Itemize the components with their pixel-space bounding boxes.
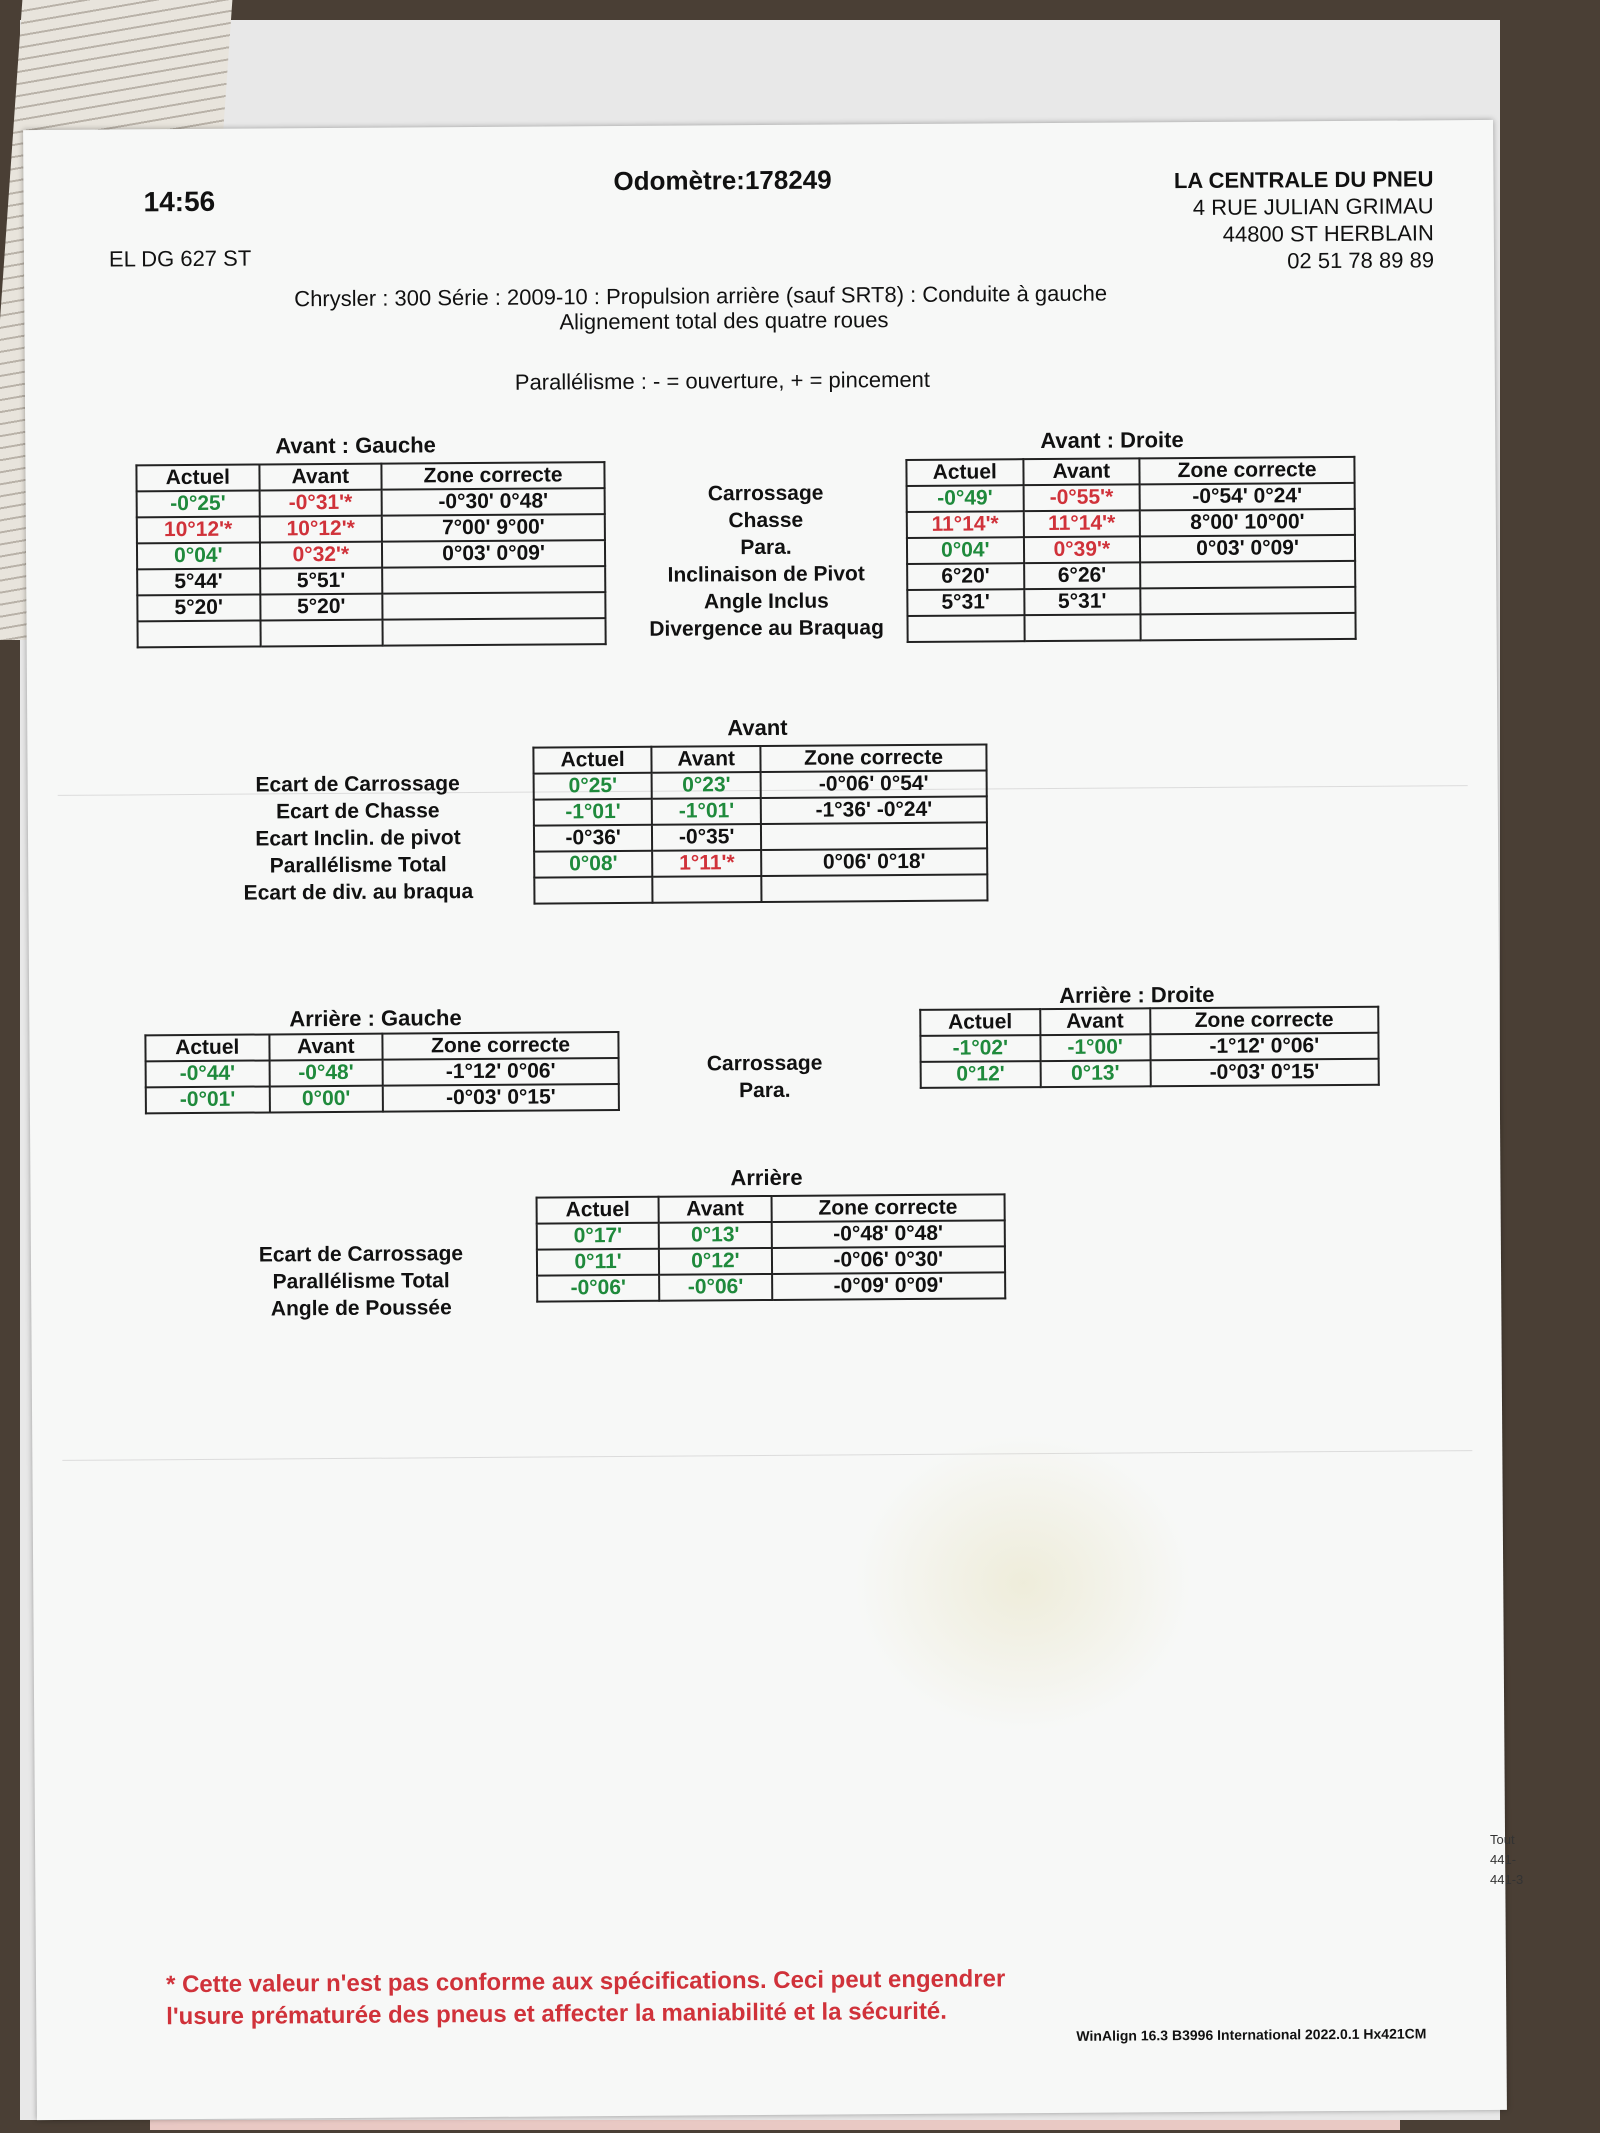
measure-label: Ecart de Carrossage [258, 1242, 464, 1267]
table-row [907, 561, 1355, 590]
shop-phone: 02 51 78 89 89 [1287, 247, 1435, 274]
column-header: Zone correcte [383, 1032, 619, 1060]
rear-cross-title: Arrière [730, 1164, 803, 1191]
zone-cell: -0°06' 0°30' [772, 1246, 1006, 1274]
column-header: Zone correcte [771, 1194, 1005, 1222]
measure-label: Parallélisme Total [269, 853, 447, 878]
table-row [534, 874, 987, 903]
avant-cell: -0°35' [652, 824, 761, 851]
avant-cell: 11°14'* [1023, 510, 1140, 537]
actuel-cell: 10°12'* [137, 517, 260, 544]
avant-cell: 0°23' [652, 772, 761, 799]
measure-label: Ecart de Chasse [276, 799, 440, 824]
table-row [907, 535, 1355, 564]
table-row [907, 483, 1355, 512]
actuel-cell: 5°20' [137, 595, 260, 622]
report-time: 14:56 [143, 185, 216, 218]
warning-line-1: * Cette valeur n'est pas conforme aux spécifications. Ceci peut engendrer [165, 1965, 1006, 1999]
column-header: Avant [1040, 1008, 1150, 1035]
front-right-table [905, 456, 1356, 643]
actuel-cell [534, 877, 652, 904]
actuel-cell: -0°25' [137, 491, 260, 518]
zone-cell: -0°09' 0°09' [772, 1272, 1006, 1300]
zone-cell [1140, 561, 1355, 588]
avant-cell: -0°48' [269, 1060, 383, 1087]
column-header: Zone correcte [1150, 1007, 1379, 1035]
table-row [537, 1220, 1005, 1249]
column-header: Actuel [533, 747, 651, 774]
avant-cell [260, 620, 383, 647]
measure-label: Angle de Poussée [270, 1296, 452, 1321]
shop-city: 44800 ST HERBLAIN [1222, 220, 1434, 247]
warning-line-2: l'usure prématurée des pneus et affecter la maniabilité et la sécurité. [166, 1997, 947, 2031]
table-row [137, 488, 605, 517]
actuel-cell: 11°14'* [907, 511, 1024, 538]
avant-cell: 0°12' [659, 1248, 772, 1275]
avant-cell: -0°55'* [1023, 484, 1140, 511]
avant-cell: -0°31'* [259, 490, 382, 517]
actuel-cell: 0°11' [537, 1249, 659, 1276]
avant-cell: 6°26' [1024, 562, 1141, 589]
avant-cell: 10°12'* [259, 516, 382, 543]
zone-cell: -0°03' 0°15' [1150, 1059, 1379, 1087]
shop-street: 4 RUE JULIAN GRIMAU [1192, 193, 1434, 220]
zone-cell: -0°54' 0°24' [1140, 483, 1355, 510]
avant-cell: 0°13' [1040, 1060, 1150, 1087]
table-row [534, 796, 987, 825]
column-header: Avant [259, 464, 382, 491]
rear-right-title: Arrière : Droite [1059, 981, 1215, 1008]
zone-cell: -0°03' 0°15' [383, 1084, 619, 1112]
measure-label: Carrossage [706, 1051, 823, 1076]
table-row [907, 509, 1355, 538]
toe-convention: Parallélisme : - = ouverture, + = pincement [514, 366, 931, 395]
table-header-row [136, 462, 604, 491]
table-row [138, 618, 606, 647]
avant-cell: -1°01' [652, 798, 761, 825]
column-header: Zone correcte [382, 462, 605, 490]
table-header-row [906, 457, 1354, 486]
column-header: Actuel [136, 465, 259, 492]
zone-cell: 8°00' 10°00' [1140, 509, 1355, 536]
vehicle-description: Chrysler : 300 Série : 2009-10 : Propulsion arrière (sauf SRT8) : Conduite à gauche [294, 280, 1108, 312]
zone-cell [1141, 613, 1356, 640]
shop-address [1174, 165, 1434, 275]
table-row [146, 1058, 619, 1087]
table-row [146, 1084, 619, 1113]
side-text: 441-3 [1490, 1872, 1524, 1887]
actuel-cell: 5°44' [137, 569, 260, 596]
column-header: Avant [269, 1034, 383, 1061]
measure-label: Chasse [728, 508, 804, 533]
column-header: Actuel [537, 1197, 659, 1224]
table-row [534, 822, 987, 851]
side-text: Tout [1490, 1832, 1515, 1847]
table-header-row [537, 1194, 1005, 1223]
zone-cell: 0°06' 0°18' [761, 848, 987, 876]
avant-cell: 0°39'* [1024, 536, 1141, 563]
measure-label: Parallélisme Total [272, 1269, 450, 1294]
table-row [921, 1059, 1379, 1088]
odometer: Odomètre:178249 [613, 164, 832, 197]
zone-cell [383, 618, 606, 646]
fold-line [62, 1450, 1472, 1461]
zone-cell: -0°48' 0°48' [771, 1220, 1005, 1248]
front-cross-table [532, 743, 988, 904]
front-cross-title: Avant [727, 714, 788, 741]
zone-cell: -1°36' -0°24' [761, 796, 987, 824]
column-header: Avant [652, 746, 761, 773]
actuel-cell: -0°06' [537, 1275, 659, 1302]
zone-cell [1140, 587, 1355, 614]
zone-cell: -0°30' 0°48' [382, 488, 605, 516]
side-sheet-text [1490, 1830, 1523, 1890]
alignment-report-page [23, 120, 1507, 2120]
actuel-cell: 6°20' [907, 563, 1024, 590]
table-row [907, 613, 1355, 642]
column-header: Zone correcte [760, 744, 986, 772]
column-header: Actuel [145, 1034, 269, 1061]
actuel-cell: 0°17' [537, 1223, 659, 1250]
stain [852, 1432, 1194, 1734]
alignment-type: Alignement total des quatre roues [559, 307, 889, 335]
side-text: 441- [1490, 1852, 1517, 1867]
front-cross-labels [208, 770, 509, 907]
table-row [137, 592, 605, 621]
measure-label: Para. [740, 535, 792, 560]
avant-cell [1024, 614, 1141, 641]
table-row [534, 848, 987, 877]
measure-label: Inclinaison de Pivot [667, 562, 865, 587]
actuel-cell: 0°12' [921, 1061, 1041, 1088]
actuel-cell: 0°04' [907, 537, 1024, 564]
table-row [907, 587, 1355, 616]
actuel-cell: -0°01' [146, 1086, 270, 1113]
actuel-cell [138, 621, 261, 648]
avant-cell: 0°00' [269, 1086, 383, 1113]
table-row [920, 1033, 1378, 1062]
table-row [137, 514, 605, 543]
column-header: Avant [659, 1196, 772, 1223]
avant-cell [653, 876, 762, 903]
avant-cell: 1°11'* [652, 850, 761, 877]
measure-label: Carrossage [707, 481, 824, 506]
column-header: Zone correcte [1140, 457, 1355, 484]
avant-cell: 0°32'* [260, 542, 383, 569]
zone-cell [382, 592, 605, 620]
measure-label: Ecart Inclin. de pivot [255, 826, 461, 851]
avant-cell: -0°06' [659, 1274, 772, 1301]
table-row [537, 1272, 1005, 1301]
actuel-cell: -0°49' [907, 485, 1024, 512]
rear-measure-labels [670, 1049, 860, 1104]
zone-cell: 0°03' 0°09' [1140, 535, 1355, 562]
table-row [137, 566, 605, 595]
software-version: WinAlign 16.3 B3996 International 2022.0.1 Hx421CM [1076, 2025, 1427, 2044]
rear-left-table [144, 1031, 620, 1114]
table-row [534, 770, 987, 799]
rear-right-table [919, 1006, 1380, 1089]
zone-cell: -1°12' 0°06' [383, 1058, 619, 1086]
zone-cell [761, 822, 987, 850]
actuel-cell: 5°31' [907, 589, 1024, 616]
rear-cross-labels [211, 1240, 512, 1323]
actuel-cell [907, 615, 1024, 642]
actuel-cell: 0°04' [137, 543, 260, 570]
table-header-row [920, 1007, 1378, 1036]
table-row [537, 1246, 1005, 1275]
measure-label: Angle Inclus [703, 589, 829, 614]
license-plate: EL DG 627 ST [108, 245, 252, 272]
measure-label: Ecart de div. au braqua [243, 880, 474, 905]
column-header: Actuel [906, 459, 1023, 486]
column-header: Actuel [920, 1009, 1040, 1036]
avant-cell: 0°13' [659, 1222, 772, 1249]
zone-cell: 7°00' 9°00' [382, 514, 605, 542]
actuel-cell: -0°44' [146, 1060, 270, 1087]
avant-cell: 5°31' [1024, 588, 1141, 615]
avant-cell: 5°20' [260, 594, 383, 621]
actuel-cell: -0°36' [534, 825, 652, 852]
measure-label: Ecart de Carrossage [255, 772, 460, 797]
column-header: Avant [1023, 458, 1140, 485]
avant-cell: 5°51' [260, 568, 383, 595]
measure-label: Divergence au Braquag [649, 616, 884, 641]
table-row [137, 540, 605, 569]
front-left-table [135, 461, 606, 648]
rear-cross-table [536, 1193, 1007, 1302]
front-measure-labels [626, 479, 907, 643]
actuel-cell: 0°08' [534, 851, 652, 878]
table-header-row [145, 1032, 618, 1061]
rear-left-title: Arrière : Gauche [289, 1005, 462, 1032]
zone-cell [761, 874, 987, 902]
front-left-title: Avant : Gauche [275, 432, 436, 459]
zone-cell [382, 566, 605, 594]
zone-cell: -1°12' 0°06' [1150, 1033, 1379, 1061]
zone-cell: 0°03' 0°09' [382, 540, 605, 568]
measure-label: Para. [739, 1078, 791, 1103]
shop-name: LA CENTRALE DU PNEU [1173, 166, 1434, 194]
table-header-row [533, 744, 986, 773]
nonconformity-warning [166, 1963, 1006, 2033]
zone-cell: -0°06' 0°54' [761, 770, 987, 798]
actuel-cell: -1°02' [920, 1035, 1040, 1062]
actuel-cell: -1°01' [534, 799, 652, 826]
front-right-title: Avant : Droite [1040, 427, 1184, 454]
actuel-cell: 0°25' [534, 773, 652, 800]
avant-cell: -1°00' [1040, 1034, 1150, 1061]
